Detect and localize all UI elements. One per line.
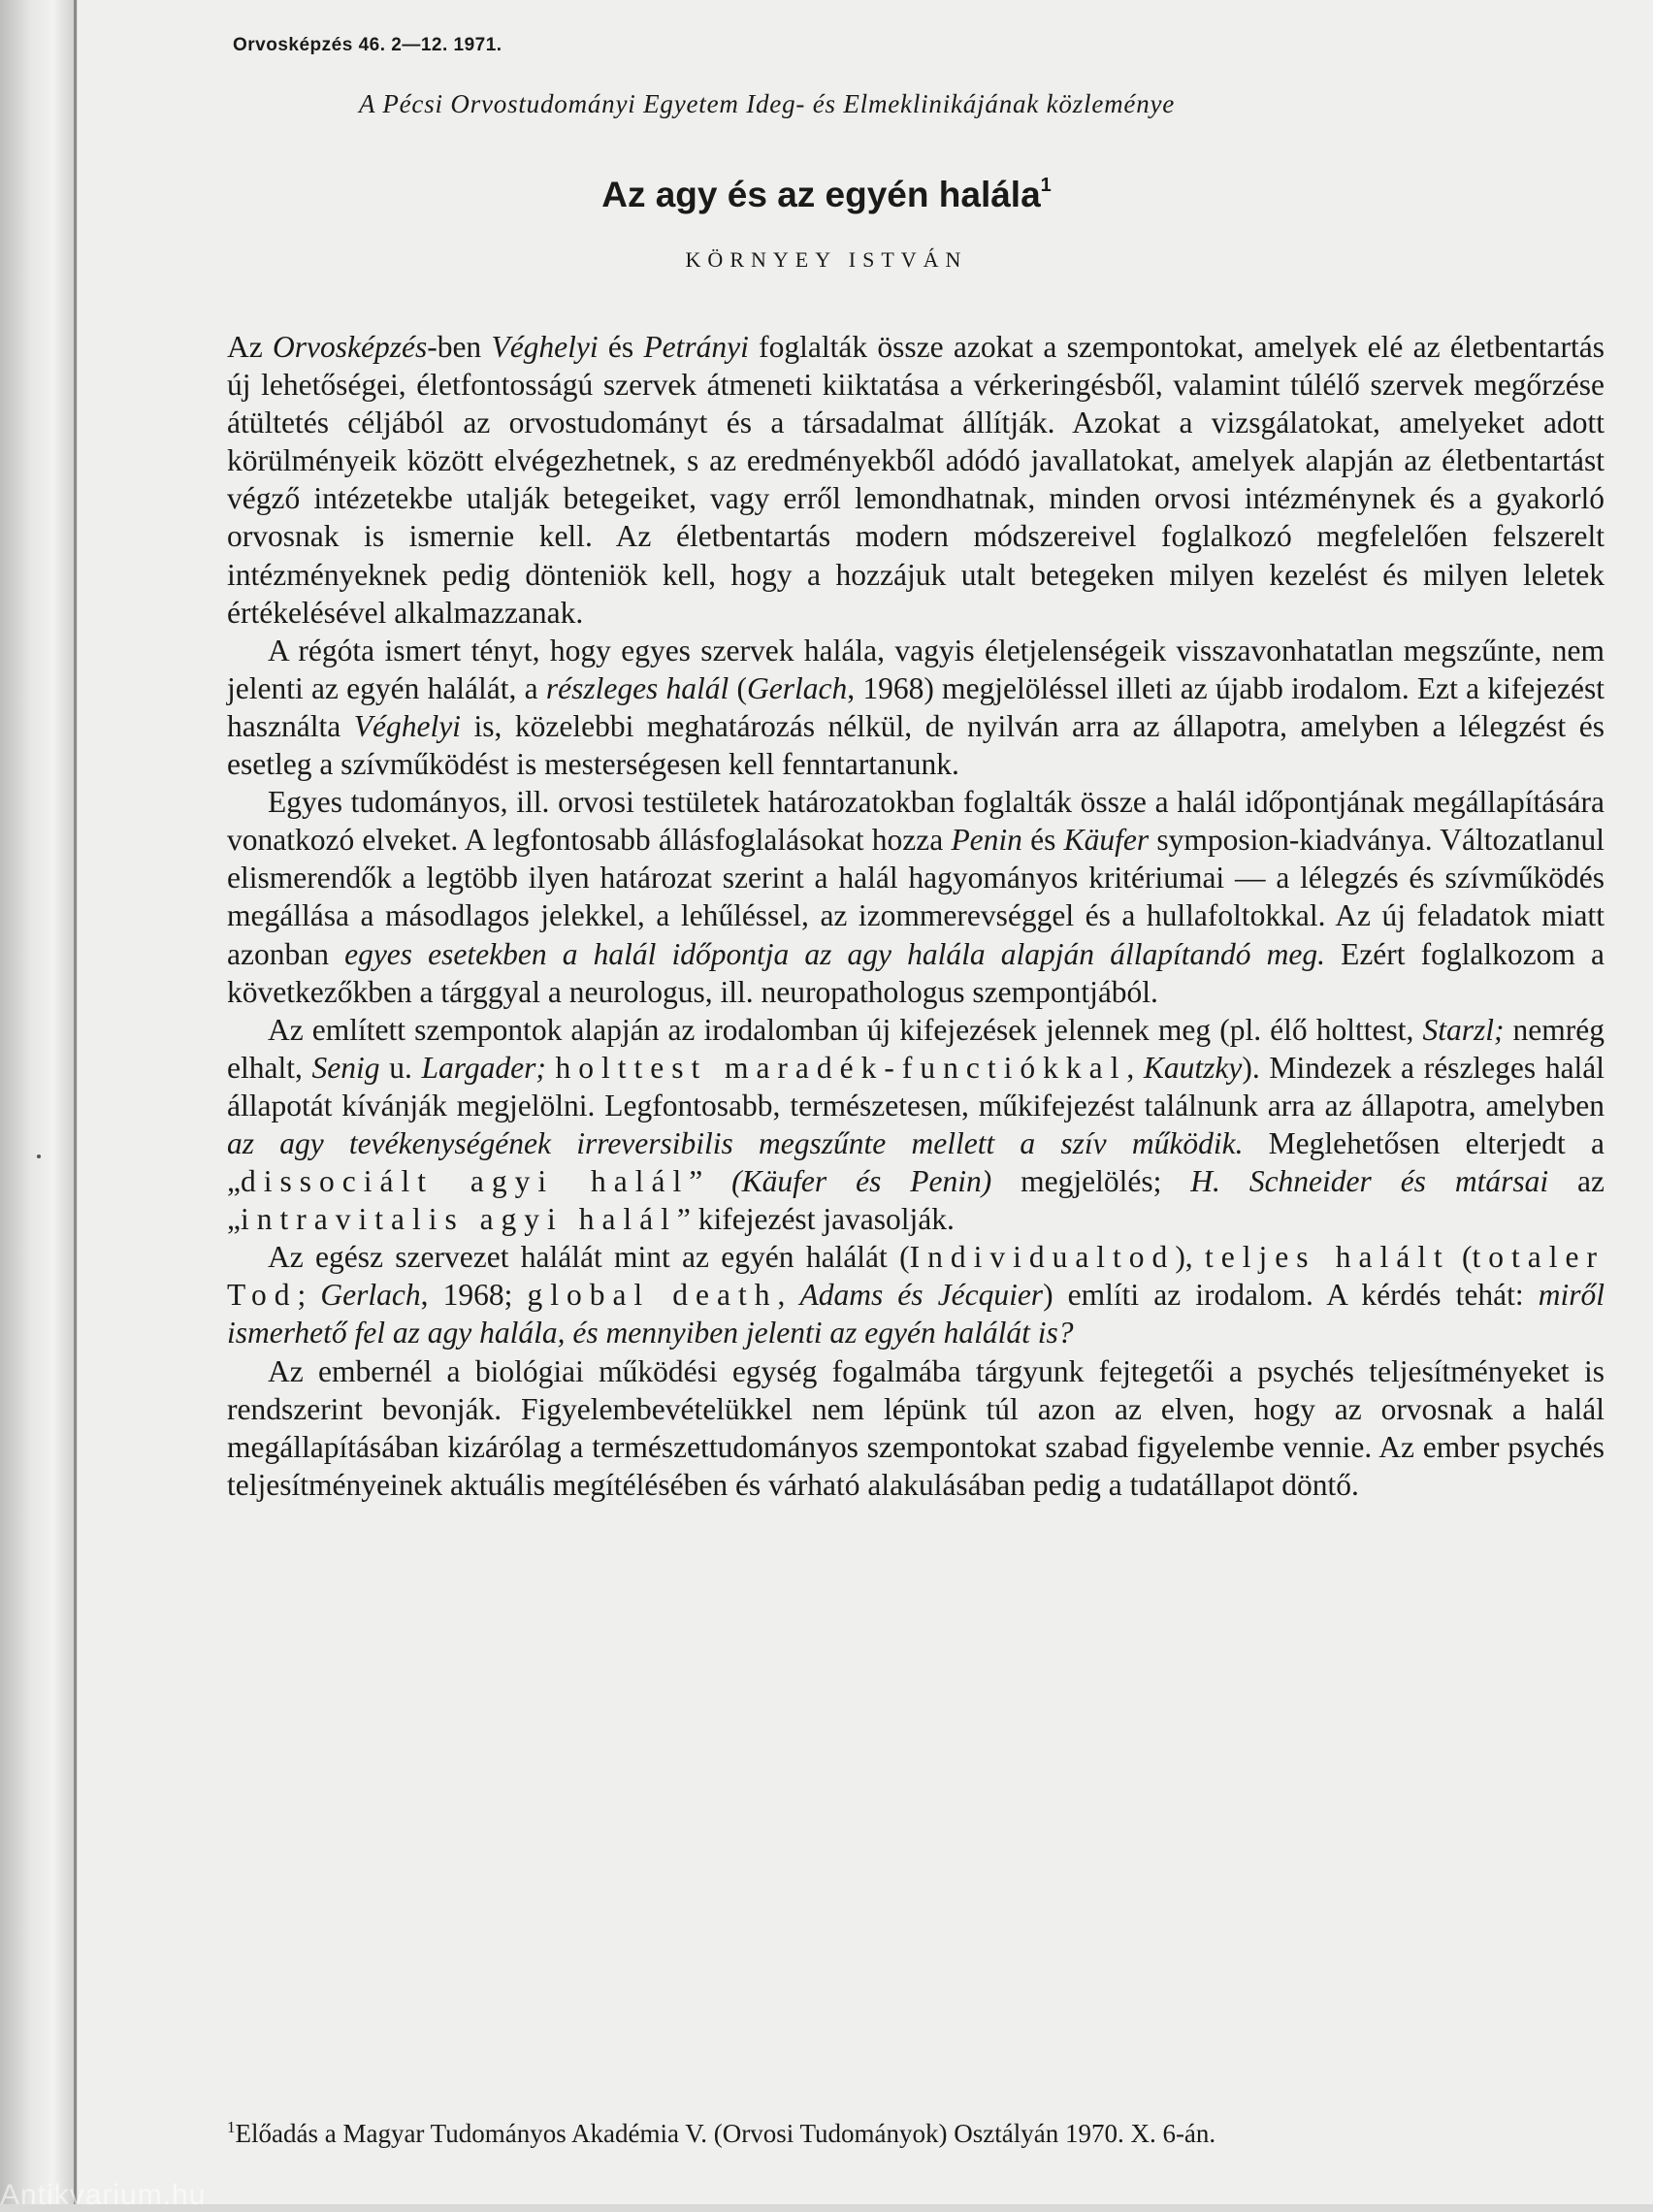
spaced-term: dissociált agyi halál bbox=[240, 1164, 690, 1199]
italic-term: Adams és Jécquier bbox=[799, 1278, 1044, 1313]
footnote bbox=[227, 2111, 1604, 2150]
italic-term: miről ismerhető fel az agy halála, és mennyiben jelenti az egyén halálát is? bbox=[227, 1278, 1604, 1350]
italic-term: Kautzky bbox=[1143, 1050, 1243, 1085]
watermark: Antikvarium.hu bbox=[0, 2179, 207, 2211]
italic-term: Petrányi bbox=[643, 330, 749, 364]
spaced-term: totaler Tod bbox=[227, 1240, 1604, 1313]
institution-line: A Pécsi Orvostudományi Egyetem Ideg- és Elmeklinikájának közleménye bbox=[359, 89, 1176, 118]
spaced-term: holttest maradék-functiókkal bbox=[555, 1050, 1127, 1085]
paragraph: Az Orvosképzés-ben Véghelyi és Petrányi foglalták össze azokat a szempontokat, amelyek elé az életbentartás új lehetőségei, életfontosságú szervek átmeneti kiiktatása a vérkeringésből, valamint túlélő szervek megőrzése átültetés céljából az orvostudományt és a társadalmat állítják. Azokat a vizsgálatokat, amelyeket adott körülményeik között elvégezhetnek, s az eredményekből adódó javallatokat, amelyek alapján az életbentartást végző intézetekbe utalják betegeiket, vagy erről lemondhatnak, minden orvosi intézménynek és a gyakorló orvosnak is ismernie kell. Az életbentartás modern módszereivel foglalkozó megfelelően felszerelt intézményeknek pedig dönteniök kell, hogy a hozzájuk utalt betegeken milyen kezelést és milyen leletek értékelésével alkalmazzanak. bbox=[227, 330, 1605, 630]
journal-citation: Orvosképzés 46. 2—12. 1971. bbox=[233, 35, 502, 55]
italic-term: Starzl; bbox=[1422, 1012, 1505, 1047]
article-title bbox=[0, 175, 1653, 215]
margin-speck bbox=[37, 1155, 41, 1158]
binding-shadow bbox=[74, 0, 77, 2204]
italic-term: Véghelyi bbox=[353, 708, 461, 743]
paragraph: Az egész szervezet halálát mint az egyén halálát (Individualtod), teljes halált (totaler Tod; Gerlach, 1968; global death, Adams és Jécquier) említi az irodalom. A kérdés tehát: miről ismerhető fel az agy halála, és mennyiben jelenti az egyén halálát is? bbox=[227, 1240, 1604, 1350]
article-body bbox=[227, 328, 1604, 1504]
footnote-text: Előadás a Magyar Tudományos Akadémia V. (Orvosi Tudományok) Osztályán 1970. X. 6-án. bbox=[235, 2119, 1216, 2148]
italic-term: Senig bbox=[311, 1050, 380, 1085]
paragraph: A régóta ismert tényt, hogy egyes szervek halála, vagyis életjelenségeik visszavonhatatlan megszűnte, nem jelenti az egyén halálát, a részleges halál (Gerlach, 1968) megjelöléssel illeti az újabb irodalom. Ezt a kifejezést használta Véghelyi is, közelebbi meghatározás nélkül, de nyilván arra az állapotra, amelyben a lélegzést és esetleg a szívműködést is mesterségesen kell fenntartanunk. bbox=[227, 633, 1605, 782]
italic-term: Penin bbox=[951, 823, 1022, 858]
italic-term: részleges halál bbox=[545, 670, 729, 705]
spaced-term: global death bbox=[527, 1278, 778, 1313]
italic-term: Orvosképzés- bbox=[273, 330, 438, 364]
author-name: KÖRNYEY ISTVÁN bbox=[685, 247, 968, 272]
italic-term: (Käufer és Penin) bbox=[731, 1164, 992, 1199]
spaced-term: teljes halált bbox=[1204, 1240, 1450, 1275]
footnote-mark: 1 bbox=[227, 2118, 236, 2136]
italic-term: az agy tevékenységének irreversibilis megszűnte mellett a szív működik. bbox=[227, 1125, 1244, 1160]
paragraph: Az említett szempontok alapján az irodalomban új kifejezések jelennek meg (pl. élő holttest, Starzl; nemrég elhalt, Senig u. Largader; holttest maradék-functiókkal, Kautzky). Mindezek a részleges halál állapotát kívánják megjelölni. Legfontosabb, természetesen, műkifejezést találnunk arra az állapotra, amelyben az agy tevékenységének irreversibilis megszűnte mellett a szív működik. Meglehetősen elterjedt a „dissociált agyi halál” (Käufer és Penin) megjelölés; H. Schneider és mtársai az „intravitalis agyi halál” kifejezést javasolják. bbox=[227, 1012, 1605, 1237]
binding-edge bbox=[0, 0, 76, 2204]
spaced-term: Individualtod bbox=[909, 1240, 1176, 1275]
italic-term: Largader; bbox=[421, 1050, 546, 1085]
italic-term: Gerlach bbox=[747, 670, 848, 705]
italic-term: egyes esetekben a halál időpontja az agy halála alapján állapítandó meg. bbox=[344, 936, 1325, 971]
paragraph: Egyes tudományos, ill. orvosi testületek határozatokban foglalták össze a halál időpontjának megállapítására vonatkozó elveket. A legfontosabb állásfoglalásokat hozza Penin és Käufer symposion-kiadványa. Változatlanul elismerendők a legtöbb ilyen határozat szerint a halál hagyományos kritériumai — a lélegzés és szívműködés megállása a másodlagos jelekkel, a lehűléssel, az izommerevséggel és a hullafoltokkal. Az új feladatok miatt azonban egyes esetekben a halál időpontja az agy halála alapján állapítandó meg. Ezért foglalkozom a következőkben a tárggyal a neurologus, ill. neuropathologus szempontjából. bbox=[227, 785, 1604, 1009]
italic-term: Véghelyi bbox=[491, 330, 599, 364]
italic-term: Gerlach bbox=[320, 1278, 421, 1313]
italic-term: H. Schneider és mtársai bbox=[1190, 1164, 1549, 1199]
italic-term: Käufer bbox=[1063, 823, 1150, 858]
title-footnote-mark: 1 bbox=[1040, 175, 1052, 196]
paragraph: Az embernél a biológiai működési egység fogalmába tárgyunk fejtegetői a psychés teljesítményeket is rendszerint bevonják. Figyelembevételükkel nem lépünk túl azon az elven, hogy az orvosnak a halál megállapításában kizárólag a természettudományos szempontokat szabad figyelembe vennie. Az ember psychés teljesítményeinek aktuális megítélésében és várható alakulásában pedig a tudatállapot döntő. bbox=[227, 1353, 1604, 1502]
article-title-text: Az agy és az egyén halála bbox=[601, 175, 1041, 214]
spaced-term: intravitalis agyi halál bbox=[240, 1202, 677, 1237]
